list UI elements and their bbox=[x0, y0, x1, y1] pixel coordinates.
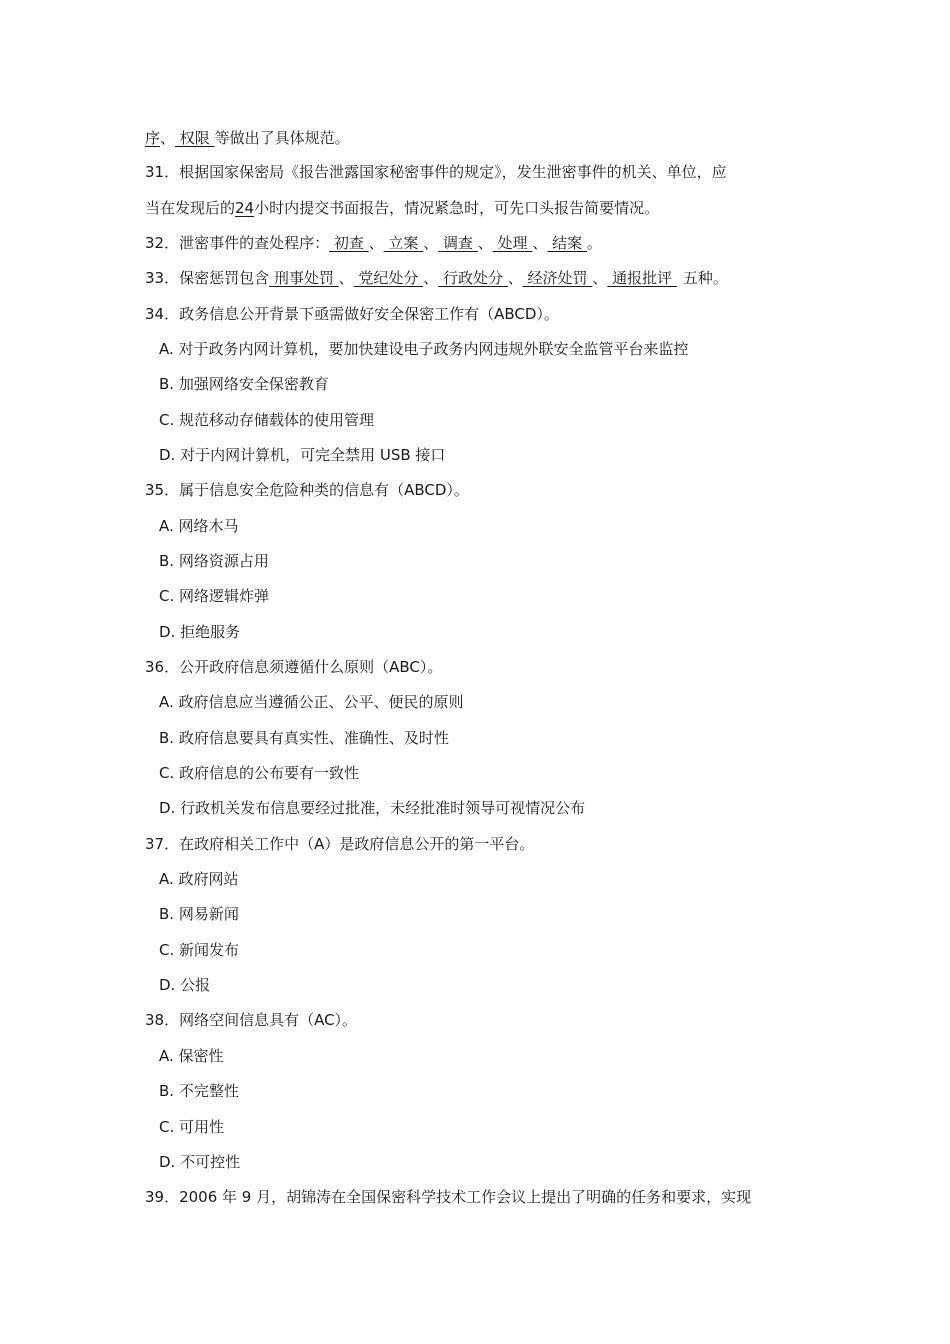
q33-blank-3: 行政处分 bbox=[438, 269, 508, 287]
q32-blank-3: 调查 bbox=[438, 234, 478, 252]
q38-option-b: B. 不完整性 bbox=[159, 1082, 239, 1100]
q36-option-a: A. 政府信息应当遵循公正、公平、便民的原则 bbox=[159, 693, 464, 711]
q33-blank-1: 刑事处罚 bbox=[269, 269, 339, 287]
q34-option-a: A. 对于政务内网计算机，要加快建设电子政务内网违规外联安全监管平台来监控 bbox=[159, 340, 689, 358]
q36-option-c: C. 政府信息的公布要有一致性 bbox=[159, 764, 360, 782]
q37-option-a: A. 政府网站 bbox=[159, 870, 239, 888]
q32-blank-2: 立案 bbox=[383, 234, 424, 252]
q38-option-d: D. 不可控性 bbox=[159, 1153, 241, 1171]
q33-stem: 33．保密惩罚包含 bbox=[145, 269, 270, 287]
q32-end: 。 bbox=[586, 234, 602, 252]
q31-blank: 24 bbox=[235, 199, 255, 217]
q30-blank-1: 序 bbox=[145, 129, 161, 147]
q35-stem: 35．属于信息安全危险种类的信息有（ABCD）。 bbox=[145, 481, 469, 499]
q38-option-a: A. 保密性 bbox=[159, 1047, 224, 1065]
q38-stem: 38．网络空间信息具有（AC）。 bbox=[145, 1011, 358, 1029]
separator: 、 bbox=[338, 269, 354, 287]
q37-option-b: B. 网易新闻 bbox=[159, 905, 239, 923]
q35-option-c: C. 网络逻辑炸弹 bbox=[159, 587, 270, 605]
q32-blank-4: 处理 bbox=[492, 234, 533, 252]
q32-blank-1: 初查 bbox=[329, 234, 369, 252]
q30-text: 等做出了具体规范。 bbox=[214, 129, 350, 147]
q36-option-b: B. 政府信息要具有真实性、准确性、及时性 bbox=[159, 729, 449, 747]
q33-blank-5: 通报批评 bbox=[607, 269, 677, 287]
q34-option-c: C. 规范移动存储载体的使用管理 bbox=[159, 411, 375, 429]
q33 bbox=[145, 268, 728, 288]
q33-end: 五种。 bbox=[682, 269, 728, 287]
q37-option-c: C. 新闻发布 bbox=[159, 941, 240, 959]
separator: 、 bbox=[592, 269, 608, 287]
q33-blank-2: 党纪处分 bbox=[353, 269, 424, 287]
q31-line-1: 31．根据国家保密局《报告泄露国家秘密事件的规定》，发生泄密事件的机关、单位，应 bbox=[145, 163, 727, 181]
q34-stem: 34．政务信息公开背景下亟需做好安全保密工作有（ABCD）。 bbox=[145, 305, 559, 323]
q32 bbox=[145, 233, 602, 253]
q37-option-d: D. 公报 bbox=[159, 976, 211, 994]
q35-option-a: A. 网络木马 bbox=[159, 517, 239, 535]
separator: 、 bbox=[160, 129, 176, 147]
separator: 、 bbox=[423, 269, 439, 287]
q34-option-d: D. 对于内网计算机，可完全禁用 USB 接口 bbox=[159, 446, 446, 464]
q35-option-d: D. 拒绝服务 bbox=[159, 623, 241, 641]
q30-blank-2: 权限 bbox=[175, 129, 215, 147]
separator: 、 bbox=[423, 234, 439, 252]
q34-option-b: B. 加强网络安全保密教育 bbox=[159, 375, 329, 393]
q35-option-b: B. 网络资源占用 bbox=[159, 552, 269, 570]
q31-line-2 bbox=[145, 198, 659, 218]
q39-stem: 39．2006 年 9 月，胡锦涛在全国保密科学技术工作会议上提出了明确的任务和要求，实现 bbox=[145, 1188, 752, 1206]
separator: 、 bbox=[368, 234, 384, 252]
q30-continuation bbox=[145, 128, 350, 148]
q36-stem: 36．公开政府信息须遵循什么原则（ABC）。 bbox=[145, 658, 443, 676]
separator: 、 bbox=[532, 234, 548, 252]
q33-blank-4: 经济处罚 bbox=[522, 269, 593, 287]
q32-stem: 32．泄密事件的查处程序： bbox=[145, 234, 330, 252]
q38-option-c: C. 可用性 bbox=[159, 1118, 225, 1136]
separator: 、 bbox=[477, 234, 493, 252]
separator: 、 bbox=[507, 269, 523, 287]
q31-text-pre: 当在发现后的 bbox=[145, 199, 236, 217]
q37-stem: 37．在政府相关工作中（A）是政府信息公开的第一平台。 bbox=[145, 835, 535, 853]
q31-text-post: 小时内提交书面报告，情况紧急时，可先口头报告简要情况。 bbox=[254, 199, 660, 217]
q36-option-d: D. 行政机关发布信息要经过批准，未经批准时领导可视情况公布 bbox=[159, 799, 586, 817]
q32-blank-5: 结案 bbox=[547, 234, 587, 252]
